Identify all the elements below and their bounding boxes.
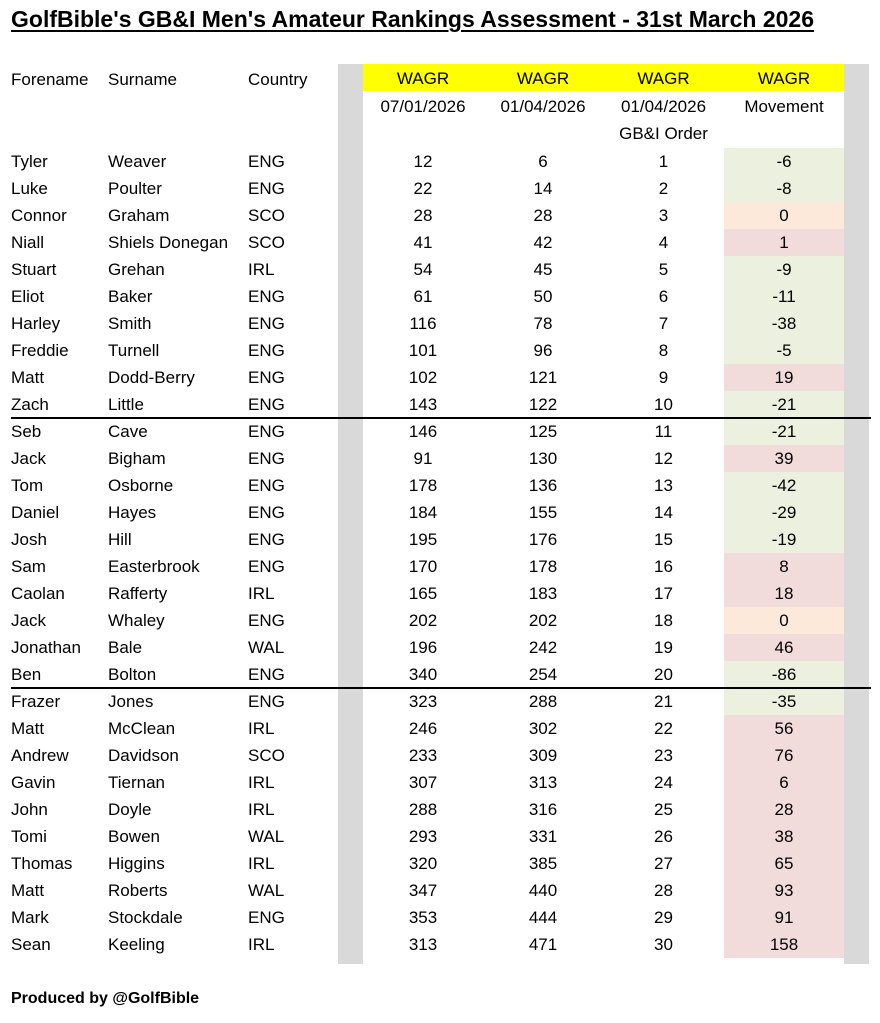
cell-movement: -8: [776, 179, 792, 198]
table-row: [11, 742, 871, 769]
cell-movement: 6: [779, 773, 789, 792]
cell-country: IRL: [248, 935, 275, 954]
table-row: [11, 445, 871, 472]
cell-wagr-jan: 54: [413, 260, 433, 279]
cell-surname: Davidson: [108, 746, 179, 765]
cell-wagr-jan: 195: [408, 530, 438, 549]
cell-wagr-jan: 165: [408, 584, 438, 603]
cell-wagr-apr: 254: [528, 665, 558, 684]
cell-movement: 0: [779, 206, 789, 225]
cell-gbi-order: 25: [654, 800, 673, 819]
cell-country: ENG: [248, 287, 285, 306]
table-row: [11, 283, 871, 310]
cell-surname: Smith: [108, 314, 152, 333]
cell-forename: Sean: [11, 935, 51, 954]
cell-gbi-order: 3: [658, 206, 669, 225]
cell-surname: Tiernan: [108, 773, 166, 792]
cell-wagr-apr: 242: [528, 638, 558, 657]
cell-movement: -11: [772, 287, 796, 306]
cell-forename: Freddie: [11, 341, 69, 360]
cell-wagr-apr: 202: [528, 611, 558, 630]
cell-surname: Turnell: [108, 341, 160, 360]
cell-movement: 1: [779, 233, 789, 252]
header-gbi-order: GB&I Order: [619, 124, 708, 143]
cell-country: ENG: [248, 314, 285, 333]
cell-wagr-apr: 50: [533, 287, 553, 306]
cell-country: ENG: [248, 476, 285, 495]
cell-surname: Rafferty: [108, 584, 168, 603]
cell-movement: 158: [769, 935, 799, 954]
cell-wagr-apr: 316: [528, 800, 558, 819]
table-row: [11, 472, 871, 499]
cell-forename: Seb: [11, 422, 42, 441]
cell-gbi-order: 2: [658, 179, 669, 198]
cell-forename: Frazer: [11, 692, 61, 711]
table-row: [11, 229, 871, 256]
cell-forename: Gavin: [11, 773, 56, 792]
cell-wagr-jan: 41: [413, 233, 433, 252]
table-row: [11, 823, 871, 850]
cell-gbi-order: 21: [654, 692, 673, 711]
cell-wagr-apr: 122: [528, 395, 558, 414]
cell-wagr-jan: 320: [408, 854, 438, 873]
cell-wagr-apr: 440: [528, 881, 558, 900]
cell-forename: John: [11, 800, 48, 819]
header-country: Country: [248, 70, 308, 89]
header-date-apr: 01/04/2026: [500, 97, 586, 116]
cell-movement: -21: [771, 395, 797, 414]
cell-wagr-apr: 471: [528, 935, 558, 954]
table-row: [11, 391, 871, 418]
cell-forename: Matt: [11, 368, 45, 387]
cell-wagr-apr: 183: [528, 584, 558, 603]
cell-country: IRL: [248, 584, 275, 603]
cell-surname: Roberts: [108, 881, 168, 900]
cell-wagr-jan: 347: [408, 881, 438, 900]
cell-wagr-jan: 246: [408, 719, 438, 738]
cell-forename: Thomas: [11, 854, 73, 873]
cell-wagr-apr: 136: [528, 476, 558, 495]
cell-movement: 76: [774, 746, 794, 765]
cell-surname: Hill: [108, 530, 132, 549]
cell-surname: Hayes: [108, 503, 157, 522]
table-row: [11, 607, 871, 634]
cell-wagr-apr: 45: [533, 260, 553, 279]
cell-wagr-jan: 353: [408, 908, 438, 927]
cell-country: IRL: [248, 800, 275, 819]
cell-wagr-apr: 130: [528, 449, 558, 468]
cell-country: ENG: [248, 611, 285, 630]
cell-forename: Ben: [11, 665, 42, 684]
cell-forename: Zach: [11, 395, 49, 414]
cell-wagr-jan: 307: [408, 773, 438, 792]
header-date-order: 01/04/2026: [620, 97, 707, 116]
cell-forename: Daniel: [11, 503, 60, 522]
cell-movement: 65: [774, 854, 794, 873]
cell-movement: 8: [779, 557, 789, 576]
table-row: [11, 877, 871, 904]
cell-surname: Grehan: [108, 260, 165, 279]
header-forename: Forename: [11, 70, 89, 89]
cell-gbi-order: 23: [654, 746, 673, 765]
cell-country: IRL: [248, 854, 275, 873]
cell-movement: -35: [771, 692, 797, 711]
cell-gbi-order: 8: [658, 341, 669, 360]
cell-forename: Jack: [11, 611, 46, 630]
cell-surname: Keeling: [108, 935, 165, 954]
table-row: [11, 256, 871, 283]
cell-movement: 91: [774, 908, 794, 927]
cell-country: SCO: [248, 746, 285, 765]
page-title: GolfBible's GB&I Men's Amateur Rankings Assessment - 31st March 2026: [11, 6, 814, 32]
table-row: [11, 715, 871, 742]
cell-wagr-jan: 102: [408, 368, 438, 387]
cell-country: IRL: [248, 719, 275, 738]
cell-surname: McClean: [108, 719, 176, 738]
cell-gbi-order: 22: [654, 719, 673, 738]
cell-country: IRL: [248, 773, 275, 792]
table-row: [11, 202, 871, 229]
cell-wagr-jan: 202: [408, 611, 438, 630]
header-surname: Surname: [108, 70, 177, 89]
cell-wagr-jan: 288: [408, 800, 438, 819]
table-row: [11, 580, 871, 607]
cell-country: WAL: [248, 881, 285, 900]
cell-surname: Easterbrook: [108, 557, 200, 576]
cell-wagr-jan: 91: [413, 449, 433, 468]
cell-gbi-order: 9: [658, 368, 669, 387]
cell-wagr-jan: 178: [408, 476, 438, 495]
cell-gbi-order: 27: [654, 854, 673, 873]
cell-wagr-apr: 121: [528, 368, 558, 387]
cell-gbi-order: 29: [654, 908, 673, 927]
cell-forename: Luke: [11, 179, 48, 198]
table-row: [11, 337, 871, 364]
table-row: [11, 526, 871, 553]
cell-wagr-apr: 155: [528, 503, 558, 522]
cell-wagr-apr: 14: [533, 179, 553, 198]
cell-surname: Higgins: [108, 854, 165, 873]
cell-movement: -29: [771, 503, 797, 522]
cell-movement: 18: [774, 584, 794, 603]
cell-forename: Tomi: [11, 827, 47, 846]
cell-country: ENG: [248, 341, 285, 360]
cell-surname: Graham: [108, 206, 170, 225]
cell-forename: Niall: [11, 233, 45, 252]
header-movement: Movement: [744, 97, 824, 116]
cell-surname: Weaver: [108, 152, 167, 171]
table-row: [11, 661, 871, 688]
cell-forename: Josh: [11, 530, 47, 549]
cell-forename: Harley: [11, 314, 61, 333]
cell-wagr-apr: 331: [528, 827, 558, 846]
cell-gbi-order: 11: [654, 422, 673, 441]
table-row: [11, 364, 871, 391]
table-row: [11, 634, 871, 661]
cell-forename: Eliot: [11, 287, 45, 306]
cell-wagr-apr: 78: [533, 314, 553, 333]
footer-credit: Produced by @GolfBible: [11, 990, 200, 1007]
cell-gbi-order: 24: [654, 773, 673, 792]
table-row: [11, 931, 871, 958]
cell-wagr-apr: 6: [538, 152, 548, 171]
cell-wagr-jan: 12: [413, 152, 433, 171]
cell-country: ENG: [248, 692, 285, 711]
cell-movement: 56: [774, 719, 794, 738]
cell-gbi-order: 18: [654, 611, 673, 630]
cell-wagr-jan: 196: [408, 638, 438, 657]
cell-forename: Tom: [11, 476, 44, 495]
header-wagr-apr: WAGR: [483, 64, 603, 91]
cell-gbi-order: 5: [658, 260, 669, 279]
cell-wagr-apr: 176: [528, 530, 558, 549]
cell-surname: Bowen: [108, 827, 160, 846]
table-row: [11, 904, 871, 931]
cell-surname: Bigham: [108, 449, 166, 468]
cell-wagr-jan: 340: [408, 665, 438, 684]
cell-gbi-order: 28: [654, 881, 673, 900]
header-wagr-order: WAGR: [603, 64, 724, 91]
cell-wagr-jan: 116: [409, 314, 437, 333]
cell-surname: Osborne: [108, 476, 174, 495]
cell-country: ENG: [248, 530, 285, 549]
cell-gbi-order: 15: [654, 530, 673, 549]
cell-forename: Jack: [11, 449, 46, 468]
cell-forename: Caolan: [11, 584, 65, 603]
cell-movement: 28: [774, 800, 794, 819]
cell-surname: Stockdale: [108, 908, 183, 927]
table-row: [11, 418, 871, 445]
cell-movement: -86: [771, 665, 797, 684]
rankings-table: [11, 64, 871, 964]
header-wagr-jan: WAGR: [363, 64, 483, 91]
cell-surname: Poulter: [108, 179, 162, 198]
cell-surname: Whaley: [108, 611, 165, 630]
cell-wagr-apr: 444: [528, 908, 558, 927]
cell-wagr-apr: 309: [528, 746, 558, 765]
group-divider: [11, 417, 871, 419]
cell-forename: Matt: [11, 719, 45, 738]
cell-forename: Andrew: [11, 746, 69, 765]
cell-wagr-apr: 178: [528, 557, 558, 576]
cell-country: ENG: [248, 179, 285, 198]
cell-movement: -42: [771, 476, 797, 495]
cell-wagr-jan: 101: [408, 341, 438, 360]
cell-surname: Bolton: [108, 665, 157, 684]
cell-gbi-order: 14: [654, 503, 673, 522]
cell-gbi-order: 4: [658, 233, 669, 252]
cell-wagr-jan: 146: [408, 422, 438, 441]
cell-gbi-order: 10: [654, 395, 673, 414]
cell-wagr-jan: 61: [413, 287, 433, 306]
cell-country: ENG: [248, 665, 285, 684]
cell-movement: -21: [771, 422, 797, 441]
cell-country: ENG: [248, 503, 285, 522]
table-row: [11, 688, 871, 715]
cell-movement: -5: [776, 341, 792, 360]
cell-forename: Tyler: [11, 152, 48, 171]
cell-movement: 46: [774, 638, 794, 657]
cell-country: ENG: [248, 368, 285, 387]
table-row: [11, 499, 871, 526]
cell-country: WAL: [248, 827, 285, 846]
cell-gbi-order: 1: [658, 152, 669, 171]
cell-wagr-apr: 302: [528, 719, 558, 738]
cell-wagr-jan: 184: [408, 503, 438, 522]
cell-movement: 38: [774, 827, 794, 846]
cell-country: WAL: [248, 638, 285, 657]
cell-wagr-jan: 143: [408, 395, 438, 414]
group-divider: [11, 687, 871, 689]
cell-gbi-order: 13: [654, 476, 673, 495]
cell-country: ENG: [248, 449, 285, 468]
cell-gbi-order: 20: [654, 665, 673, 684]
cell-surname: Jones: [108, 692, 154, 711]
cell-forename: Mark: [11, 908, 49, 927]
cell-wagr-apr: 28: [533, 206, 553, 225]
cell-surname: Dodd-Berry: [108, 368, 195, 387]
cell-movement: 93: [774, 881, 794, 900]
cell-wagr-jan: 233: [408, 746, 438, 765]
cell-surname: Doyle: [108, 800, 152, 819]
cell-country: ENG: [248, 557, 285, 576]
cell-country: SCO: [248, 233, 285, 252]
cell-wagr-apr: 313: [528, 773, 558, 792]
cell-movement: -9: [776, 260, 792, 279]
cell-country: ENG: [248, 395, 285, 414]
table-row: [11, 310, 871, 337]
cell-surname: Cave: [108, 422, 148, 441]
cell-wagr-apr: 125: [528, 422, 558, 441]
table-row: [11, 850, 871, 877]
cell-forename: Stuart: [11, 260, 57, 279]
table-row: [11, 553, 871, 580]
cell-wagr-jan: 323: [408, 692, 438, 711]
cell-gbi-order: 19: [654, 638, 673, 657]
cell-gbi-order: 12: [654, 449, 673, 468]
cell-forename: Matt: [11, 881, 45, 900]
cell-wagr-jan: 293: [408, 827, 438, 846]
table-row: [11, 175, 871, 202]
cell-surname: Bale: [108, 638, 143, 657]
cell-country: ENG: [248, 152, 285, 171]
cell-movement: -38: [771, 314, 797, 333]
table-row: [11, 769, 871, 796]
cell-movement: 19: [774, 368, 794, 387]
cell-movement: -6: [776, 152, 792, 171]
cell-gbi-order: 7: [658, 314, 669, 333]
cell-wagr-apr: 42: [533, 233, 553, 252]
table-row: [11, 796, 871, 823]
cell-wagr-jan: 170: [408, 557, 438, 576]
cell-surname: Little: [108, 395, 144, 414]
cell-gbi-order: 16: [654, 557, 673, 576]
cell-surname: Shiels Donegan: [108, 233, 229, 252]
cell-wagr-apr: 96: [533, 341, 553, 360]
cell-country: ENG: [248, 422, 285, 441]
cell-country: SCO: [248, 206, 285, 225]
cell-movement: -19: [771, 530, 797, 549]
cell-gbi-order: 30: [654, 935, 673, 954]
cell-gbi-order: 26: [654, 827, 673, 846]
cell-forename: Jonathan: [11, 638, 81, 657]
cell-wagr-jan: 28: [413, 206, 433, 225]
cell-surname: Baker: [108, 287, 153, 306]
cell-wagr-jan: 313: [408, 935, 438, 954]
cell-movement: 0: [779, 611, 789, 630]
cell-movement: 39: [774, 449, 794, 468]
header-date-jan: 07/01/2026: [380, 97, 466, 116]
cell-wagr-apr: 385: [528, 854, 558, 873]
table-row: [11, 148, 871, 175]
cell-forename: Connor: [11, 206, 67, 225]
cell-wagr-jan: 22: [413, 179, 433, 198]
cell-gbi-order: 17: [654, 584, 673, 603]
header-wagr-movement: WAGR: [724, 64, 844, 91]
cell-gbi-order: 6: [658, 287, 669, 306]
cell-forename: Sam: [11, 557, 46, 576]
cell-country: IRL: [248, 260, 275, 279]
cell-wagr-apr: 288: [528, 692, 558, 711]
cell-country: ENG: [248, 908, 285, 927]
